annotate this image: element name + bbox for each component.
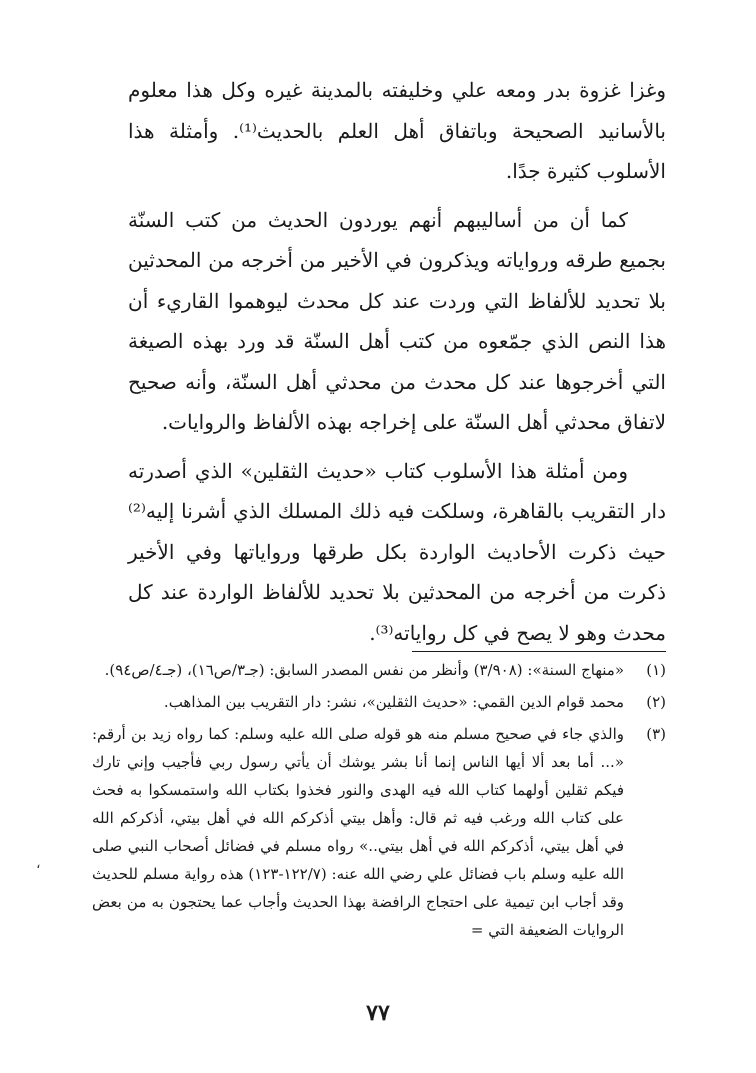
main-text [128, 70, 666, 653]
footnote-2 [92, 688, 666, 716]
footnote-number: (١) [646, 661, 666, 679]
paragraph-1: وغزا غزوة بدر ومعه علي وخليفته بالمدينة غيره وكل هذا معلوم بالأسانيد الصحيحة وباتفاق أهل العلم بالحديث⁽¹⁾. وأمثلة هذا الأسلوب كثيرة جدًا. [128, 78, 666, 183]
paragraph-3: ومن أمثلة هذا الأسلوب كتاب «حديث الثقلين» الذي أصدرته دار التقريب بالقاهرة، وسلكت فيه ذلك المسلك الذي أشرنا إليه⁽²⁾ حيث ذكرت الأحاديث الواردة بكل طرقها ورواياتها وفي الأخير ذكرت من أخرجه من المحدثين بلا تحديد للألفاظ الواردة عند كل محدث وهو لا يصح في كل رواياته⁽³⁾. [128, 458, 666, 645]
footnote-divider [412, 651, 666, 652]
page-number: ٧٧ [366, 1000, 390, 1026]
footnote-number: (٣) [646, 725, 666, 743]
footnote-text: والذي جاء في صحيح مسلم منه هو قوله صلى الله عليه وسلم: كما رواه زيد بن أرقم: «... أما بعد ألا أيها الناس إنما أنا بشر يوشك أن يأتي رسول ربي فأجيب وإني تارك فيكم ثقلين أولهما كتاب الله فيه الهدى والنور فخذوا بكتاب الله واستمسكوا به فحث على كتاب الله ورغب فيه ثم قال: وأهل بيتي أذكركم الله في أهل بيتي، أذكركم الله في أهل بيتي، أذكركم الله في أهل بيتي..» رواه مسلم في فضائل أصحاب النبي صلى الله عليه وسلم باب فضائل علي رضي الله عنه: (١٢٢/٧-١٢٣) هذه رواية مسلم للحديث وقد أجاب ابن تيمية على احتجاج الرافضة بهذا الحديث وأجاب عما يحتجون به من بعض الروايات الضعيفة التي = [92, 725, 624, 939]
footnote-number: (٢) [646, 693, 666, 711]
paragraph-2: كما أن من أساليبهم أنهم يوردون الحديث من كتب السنّة بجميع طرقه ورواياته ويذكرون في الأخير من أخرجه من المحدثين بلا تحديد للألفاظ التي وردت عند كل محدث ليوهموا القاريء أن هذا النص الذي جمّعوه من كتب أهل السنّة قد ورد بهذه الصيغة التي أخرجوها عند كل محدث من محدثي أهل السنّة، وأنه صحيح لاتفاق محدثي أهل السنّة على إخراجه بهذه الألفاظ والروايات. [128, 207, 666, 434]
margin-mark: ، [36, 856, 41, 872]
footnote-text: محمد قوام الدين القمي: «حديث الثقلين»، نشر: دار التقريب بين المذاهب. [163, 693, 624, 711]
footnotes [92, 656, 666, 944]
footnote-1 [92, 656, 666, 684]
footnote-text: «منهاج السنة»: (٣/٩٠٨) وأنظر من نفس المصدر السابق: (جـ٣/ص١٦)، (جـ٤/ص٩٤). [104, 661, 624, 679]
footnote-3 [92, 720, 666, 944]
